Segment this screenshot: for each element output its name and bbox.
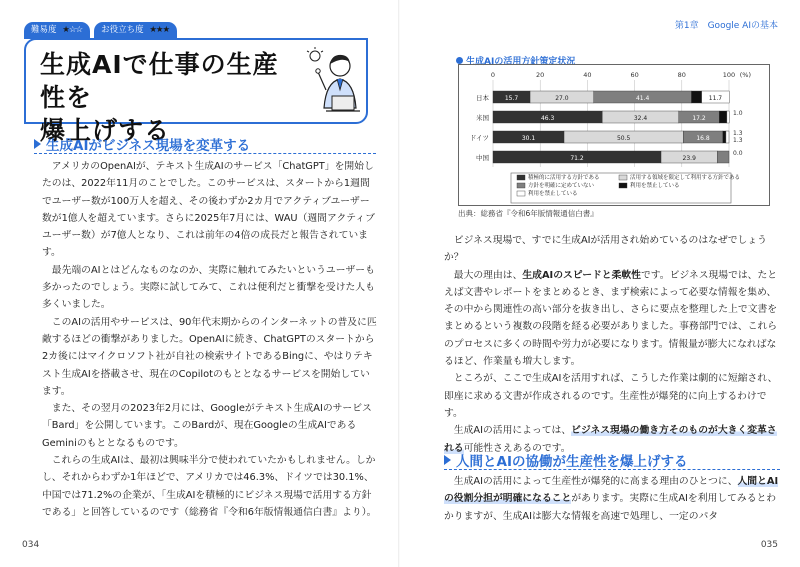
chevron-right-icon <box>444 455 451 465</box>
title-line-1: 生成AIで仕事の生産性を <box>40 50 279 112</box>
title-box <box>24 38 368 145</box>
text: 生成AIの活用によっては、 <box>453 425 572 437</box>
data-label: 32.4 <box>633 114 648 122</box>
right-body-text-2 <box>444 473 780 525</box>
legend-swatch <box>517 183 525 188</box>
legend-label: 方針を明確に定めていない <box>528 183 595 189</box>
paragraph: 最先端のAIとはどんなものなのか、実際に触れてみたいというユーザーも多かったのでしょう。実際に試してみて、これは便利だと衝撃を受けた人も多くいました。 <box>42 264 375 311</box>
page-number: 034 <box>22 540 40 550</box>
badge-label: お役立ち度 <box>101 25 144 35</box>
section-heading-2 <box>444 450 687 470</box>
data-label: 15.7 <box>504 94 519 102</box>
paragraph: これらの生成AIは、最初は興味半分で使われていたかもしれません。しかし、それからわずか1年ほどで、アメリカでは46.3%、ドイツでは30.1%、中国では71.2%の企業が、「生成AIを積極的にビジネス現場で活用する方針である」と回答しているのです（総務省『令和6年版情報通信白書』より）。 <box>42 455 377 518</box>
legend-swatch <box>517 191 525 196</box>
data-label: 71.2 <box>570 154 584 162</box>
x-tick-label: 20 <box>536 71 545 79</box>
category-label: 中国 <box>476 154 489 162</box>
paragraph: アメリカのOpenAIが、テキスト生成AIのサービス「ChatGPT」を開始したのは、2022年11月のことでした。このサービスは、スタートから1週間でユーザー数が100万人を超え、その後わずか2カ月でアクティブユーザー数が1億人を超えています。さらに2025年7月には、WAU（週間アクティブユーザー数）が7億人となり、これは前年の4倍の成長だと報告されています。 <box>42 161 375 259</box>
usefulness-stars <box>149 25 169 35</box>
category-label: 日本 <box>476 94 489 102</box>
bullet-dot-icon <box>456 57 463 64</box>
right-page <box>400 0 800 567</box>
x-tick-label: 100 <box>722 71 736 79</box>
category-label: 米国 <box>476 114 489 122</box>
legend-label: 活用する領域を限定して利用する方針である <box>630 175 741 181</box>
legend-label: 利用を禁止している <box>630 183 680 189</box>
legend-swatch <box>517 175 525 180</box>
legend-swatch <box>619 175 627 180</box>
data-label: 50.5 <box>616 134 631 142</box>
paragraph: このAIの活用やサービスは、90年代末期からのインターネットの普及に匹敵するほどの衝撃がありました。OpenAIに続き、ChatGPTのスタートから2カ後にはマイクロソフト社が自社の検索サイトであるBingに、やはりテキスト生成AIを搭載させ、現在のCopilotのもととなるサービスを開始しています。 <box>42 316 377 397</box>
bold-text: 生成AIのスピードと柔軟性 <box>522 269 641 281</box>
bar-segment <box>719 111 727 123</box>
paragraph: また、その翌月の2023年2月には、Googleがテキスト生成AIのサービス「Bard」を公開しています。このBardが、現在Googleの生成AIであるGeminiのもととなるものです。 <box>42 403 372 449</box>
chevron-right-icon <box>34 139 41 149</box>
section-heading-text: 生成AIがビジネス現場を変革する <box>46 138 251 154</box>
x-tick-label: 0 <box>490 71 496 79</box>
section-heading-1 <box>34 134 250 154</box>
x-tick-label: 60 <box>630 71 639 79</box>
category-label: ドイツ <box>469 134 489 142</box>
chart-title-text: 生成AIの活用方針策定状況 <box>466 57 576 67</box>
stars-on: ★ <box>62 25 69 35</box>
outside-data-label: 0.0 <box>733 150 743 157</box>
stacked-bar-chart <box>459 65 769 205</box>
section-heading-text: 人間とAIの協働が生産性を爆上げする <box>456 454 688 470</box>
text: 最大の理由は、 <box>453 269 523 281</box>
data-label: 17.2 <box>692 114 706 122</box>
legend-label: 積極的に活用する方針である <box>528 175 600 181</box>
chart-source: 出典：総務省『令和6年版情報通信白書』 <box>458 209 598 218</box>
bar-segment <box>723 131 726 143</box>
bar-segment <box>717 151 729 163</box>
bar-segment <box>691 91 701 103</box>
title-line-2: 爆上げする <box>40 116 171 145</box>
stars-off: ☆☆ <box>68 25 83 35</box>
outside-data-label: 1.3 <box>733 130 743 137</box>
text: です。ビジネス現場では、たとえば文書やレポートをまとめるとき、まず検索によって必要な情報を集め、その中から関連性の高い部分を抜き出し、さらに要点を整理した上で文書をまとめるという複数の段階を経る必要がありました。事務部門では、これらのプロセスに多くの時間や労力が必要になります。情報量が膨大になればなるほど、作業量も増大します。 <box>444 269 778 368</box>
data-label: 23.9 <box>682 154 696 162</box>
legend-label: 利用を禁止している <box>528 191 578 197</box>
bar-segment <box>726 131 729 143</box>
badge-label: 難易度 <box>31 25 57 35</box>
difficulty-stars <box>62 25 82 35</box>
paragraph: ところが、ここで生成AIを活用すれば、こうした作業は劇的に短縮され、即座に求める文書が作成されるのです。生産性が爆発的に向上するわけです。 <box>444 373 778 419</box>
outside-data-label: 1.3 <box>733 137 743 144</box>
paragraph: ビジネス現場で、すでに生成AIが活用され始めているのはなぜでしょうか？ <box>444 235 767 264</box>
data-label: 30.1 <box>521 134 536 142</box>
page-title <box>40 48 290 147</box>
page-number: 035 <box>760 540 778 550</box>
left-body-text <box>42 158 377 521</box>
businessman-illustration <box>302 46 362 116</box>
data-label: 41.4 <box>635 94 650 102</box>
text: 生成AIの活用によって生産性が爆発的に高まる理由のひとつに、 <box>453 476 738 487</box>
data-label: 46.3 <box>540 114 555 122</box>
x-tick-label: 40 <box>583 71 592 79</box>
outside-data-label: 1.0 <box>733 110 743 117</box>
chart-frame <box>458 64 770 206</box>
x-tick-label: 80 <box>677 71 686 79</box>
highlighted-text: ビジネス現場の働き方そのものが大きく変革される <box>444 425 777 454</box>
chapter-header: 第1章 Google AIの基本 <box>674 21 778 31</box>
unit-label: (%) <box>739 71 751 79</box>
usefulness-badge <box>94 22 177 39</box>
right-body-text <box>444 232 780 457</box>
stars-on: ★★★ <box>149 25 170 35</box>
data-label: 27.0 <box>555 94 569 102</box>
highlighted-text: 人間とAIの役割分担が明確になること <box>444 476 779 505</box>
text: があります。実際に生成AIを利用してみるとわかりますが、生成AIは膨大な情報を高速で処理し、一定のパタ <box>444 493 777 522</box>
legend-swatch <box>619 183 627 188</box>
data-label: 16.8 <box>696 134 710 142</box>
paragraph <box>444 267 780 371</box>
data-label: 11.7 <box>708 94 723 102</box>
text: 可能性さえあるのです。 <box>463 442 571 454</box>
rating-badges <box>24 22 177 39</box>
section-rule <box>444 469 780 470</box>
paragraph <box>444 473 780 525</box>
bar-segment <box>727 111 729 123</box>
difficulty-badge <box>24 22 90 39</box>
section-rule <box>34 153 376 154</box>
